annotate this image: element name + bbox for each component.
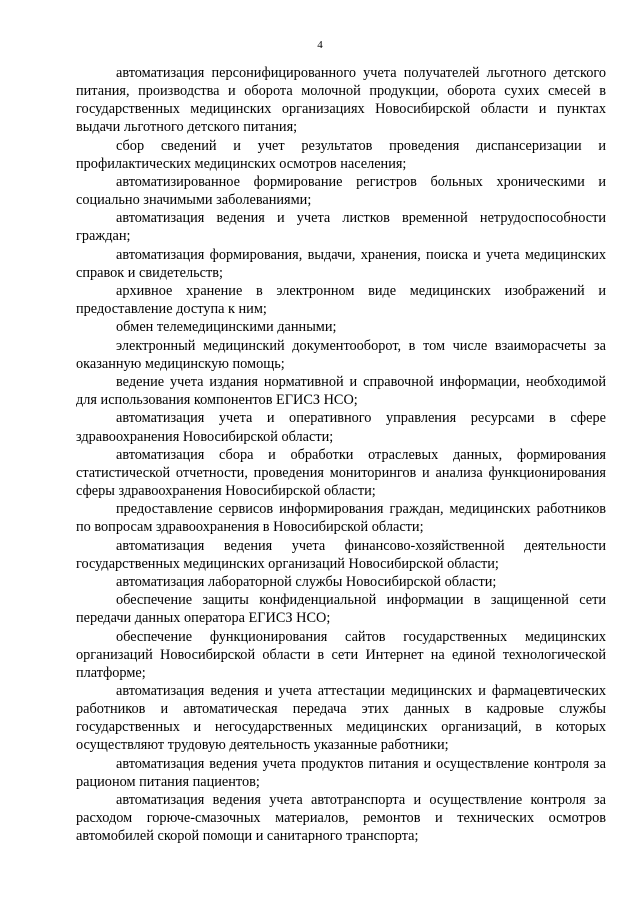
paragraph: автоматизация ведения учета продуктов питания и осуществление контроля за рационом питания пациентов; bbox=[76, 755, 606, 790]
paragraph: автоматизация ведения учета автотранспорта и осуществление контроля за расходом горюче-смазочных материалов, ремонтов и технических осмотров автомобилей скорой помощи и санитарного транспорта; bbox=[76, 792, 606, 845]
paragraph: электронный медицинский документооборот, в том числе взаиморасчеты за оказанную медицинскую помощь; bbox=[76, 337, 606, 372]
paragraph: ведение учета издания нормативной и справочной информации, необходимой для использования компонентов ЕГИСЗ НСО; bbox=[76, 374, 606, 409]
paragraph: автоматизация ведения учета финансово-хозяйственной деятельности государственных медицинских организаций Новосибирской области; bbox=[76, 537, 606, 572]
paragraph: автоматизация персонифицированного учета получателей льготного детского питания, производства и оборота молочной продукции, оборота сухих смесей в государственных медицинских организациях Новосибирской области и пунктах выдачи льготного детского питания; bbox=[76, 65, 606, 136]
paragraph: автоматизация лабораторной службы Новосибирской области; bbox=[116, 574, 497, 591]
paragraph: предоставление сервисов информирования граждан, медицинских работников по вопросам здравоохранения в Новосибирской области; bbox=[76, 501, 606, 536]
paragraph: обмен телемедицинскими данными; bbox=[116, 319, 337, 336]
paragraph: сбор сведений и учет результатов проведения диспансеризации и профилактических медицинских осмотров населения; bbox=[76, 137, 606, 172]
page-number: 4 bbox=[317, 39, 323, 51]
paragraph: автоматизация ведения и учета аттестации медицинских и фармацевтических работников и автоматическая передача этих данных в кадровые службы государственных и негосударственных медицинских организаций, в которых осуществляют трудовую деятельность указанные работники; bbox=[76, 683, 606, 754]
paragraph: обеспечение функционирования сайтов государственных медицинских организаций Новосибирской области в сети Интернет на единой технологической платформе; bbox=[76, 628, 606, 681]
paragraph: автоматизированное формирование регистров больных хроническими и социально значимыми заболеваниями; bbox=[76, 173, 606, 209]
paragraph: архивное хранение в электронном виде медицинских изображений и предоставление доступа к ним; bbox=[76, 283, 606, 318]
paragraph: автоматизация учета и оперативного управления ресурсами в сфере здравоохранения Новосибирской области; bbox=[76, 410, 606, 445]
document-body bbox=[76, 64, 606, 846]
paragraph: обеспечение защиты конфиденциальной информации в защищенной сети передачи данных оператора ЕГИСЗ НСО; bbox=[76, 592, 606, 627]
paragraph: автоматизация сбора и обработки отраслевых данных, формирования статистической отчетности, проведения мониторингов и анализа функционирования сферы здравоохранения Новосибирской области; bbox=[76, 446, 606, 500]
paragraph: автоматизация формирования, выдачи, хранения, поиска и учета медицинских справок и свидетельств; bbox=[76, 246, 606, 281]
paragraph: автоматизация ведения и учета листков временной нетрудоспособности граждан; bbox=[76, 210, 606, 245]
